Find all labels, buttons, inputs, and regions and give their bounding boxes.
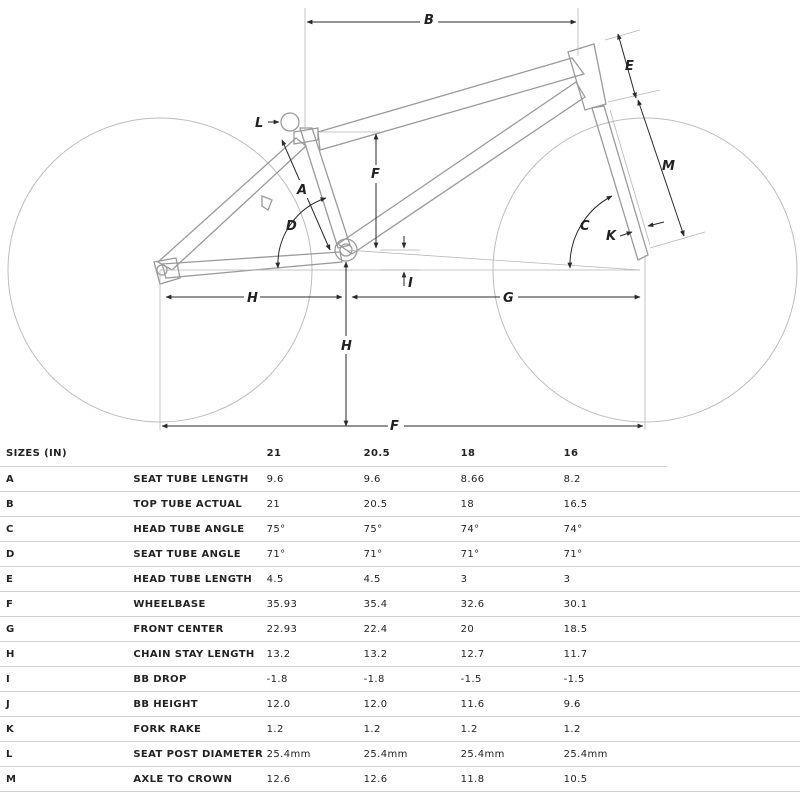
row-value: 20.5	[364, 492, 461, 517]
table-row	[0, 692, 800, 717]
row-value: 8.2	[564, 467, 667, 492]
row-value: 71°	[364, 542, 461, 567]
table-row	[0, 592, 800, 617]
row-value: -1.8	[364, 667, 461, 692]
table-row	[0, 567, 800, 592]
row-value: 71°	[564, 542, 667, 567]
row-name: FORK RAKE	[133, 717, 266, 742]
row-value: 3	[564, 567, 667, 592]
row-code: M	[0, 767, 133, 792]
row-value: -1.5	[461, 667, 564, 692]
row-value: 20	[461, 617, 564, 642]
label-f-wheelbase: F	[390, 419, 399, 434]
label-d: D	[286, 219, 297, 234]
row-name: SEAT TUBE LENGTH	[133, 467, 266, 492]
row-name: SEAT POST DIAMETER	[133, 742, 266, 767]
size-header: 21	[267, 441, 364, 467]
label-h-vertical: H	[341, 339, 352, 354]
row-value: 10.5	[564, 767, 667, 792]
size-header: 18	[461, 441, 564, 467]
row-value: 3	[461, 567, 564, 592]
reference-lines	[160, 8, 705, 430]
row-value: 1.2	[267, 717, 364, 742]
table-row	[0, 642, 800, 667]
table-spacer	[667, 567, 800, 592]
row-code: C	[0, 517, 133, 542]
row-name: CHAIN STAY LENGTH	[133, 642, 266, 667]
row-name: HEAD TUBE ANGLE	[133, 517, 266, 542]
table-row	[0, 542, 800, 567]
row-code: A	[0, 467, 133, 492]
table-spacer	[667, 717, 800, 742]
row-value: -1.5	[564, 667, 667, 692]
table-row	[0, 492, 800, 517]
row-value: 18.5	[564, 617, 667, 642]
label-g: G	[503, 291, 514, 306]
row-value: 11.6	[461, 692, 564, 717]
row-value: 74°	[461, 517, 564, 542]
row-value: 12.0	[267, 692, 364, 717]
table-row	[0, 467, 800, 492]
label-f-vertical: F	[371, 167, 380, 182]
bike-frame	[154, 44, 648, 284]
row-name: FRONT CENTER	[133, 617, 266, 642]
row-value: 74°	[564, 517, 667, 542]
table-row	[0, 667, 800, 692]
label-i: I	[408, 276, 413, 291]
row-code: E	[0, 567, 133, 592]
label-l: L	[255, 116, 264, 131]
row-value: 25.4mm	[267, 742, 364, 767]
row-value: 4.5	[364, 567, 461, 592]
row-value: 12.6	[364, 767, 461, 792]
row-value: -1.8	[267, 667, 364, 692]
row-value: 13.2	[267, 642, 364, 667]
table-spacer	[667, 517, 800, 542]
label-h-horizontal: H	[247, 291, 258, 306]
row-value: 30.1	[564, 592, 667, 617]
label-a: A	[297, 183, 308, 198]
row-value: 9.6	[364, 467, 461, 492]
table-spacer	[667, 642, 800, 667]
label-c: C	[580, 219, 590, 234]
row-name: SEAT TUBE ANGLE	[133, 542, 266, 567]
row-value: 25.4mm	[364, 742, 461, 767]
table-row	[0, 617, 800, 642]
row-value: 12.7	[461, 642, 564, 667]
row-value: 35.93	[267, 592, 364, 617]
table-spacer	[667, 592, 800, 617]
label-b: B	[424, 13, 434, 28]
row-name: BB DROP	[133, 667, 266, 692]
dimension-lines	[162, 22, 684, 426]
table-spacer	[667, 617, 800, 642]
row-value: 18	[461, 492, 564, 517]
row-value: 71°	[267, 542, 364, 567]
table-spacer	[667, 767, 800, 792]
row-value: 35.4	[364, 592, 461, 617]
row-code: I	[0, 667, 133, 692]
table-spacer	[667, 441, 800, 467]
row-code: H	[0, 642, 133, 667]
row-value: 75°	[267, 517, 364, 542]
row-code: D	[0, 542, 133, 567]
row-value: 32.6	[461, 592, 564, 617]
label-e: E	[625, 59, 634, 74]
row-code: G	[0, 617, 133, 642]
geometry-table	[0, 441, 800, 792]
size-header: 20.5	[364, 441, 461, 467]
row-value: 71°	[461, 542, 564, 567]
row-name: BB HEIGHT	[133, 692, 266, 717]
row-value: 11.8	[461, 767, 564, 792]
row-value: 9.6	[564, 692, 667, 717]
row-value: 4.5	[267, 567, 364, 592]
table-spacer	[667, 692, 800, 717]
row-value: 11.7	[564, 642, 667, 667]
row-value: 8.66	[461, 467, 564, 492]
table-spacer	[667, 467, 800, 492]
label-m: M	[662, 159, 675, 174]
row-code: B	[0, 492, 133, 517]
table-spacer	[667, 742, 800, 767]
row-value: 16.5	[564, 492, 667, 517]
table-row	[0, 767, 800, 792]
label-k: K	[606, 229, 617, 244]
row-value: 9.6	[267, 467, 364, 492]
row-value: 1.2	[461, 717, 564, 742]
row-value: 1.2	[564, 717, 667, 742]
row-name: TOP TUBE ACTUAL	[133, 492, 266, 517]
row-value: 22.93	[267, 617, 364, 642]
row-code: K	[0, 717, 133, 742]
row-code: F	[0, 592, 133, 617]
table-spacer	[667, 542, 800, 567]
dimension-labels	[244, 10, 675, 434]
row-code: J	[0, 692, 133, 717]
row-code: L	[0, 742, 133, 767]
table-row	[0, 517, 800, 542]
table-row	[0, 742, 800, 767]
row-value: 75°	[364, 517, 461, 542]
row-value: 13.2	[364, 642, 461, 667]
row-name: WHEELBASE	[133, 592, 266, 617]
row-value: 22.4	[364, 617, 461, 642]
row-value: 25.4mm	[461, 742, 564, 767]
table-spacer	[667, 492, 800, 517]
table-spacer	[667, 667, 800, 692]
row-value: 21	[267, 492, 364, 517]
row-name: HEAD TUBE LENGTH	[133, 567, 266, 592]
row-value: 1.2	[364, 717, 461, 742]
size-header: 16	[564, 441, 667, 467]
row-name: AXLE TO CROWN	[133, 767, 266, 792]
row-value: 12.0	[364, 692, 461, 717]
table-row	[0, 717, 800, 742]
table-header-row	[0, 441, 800, 467]
sizes-header: SIZES (IN)	[0, 441, 267, 467]
row-value: 12.6	[267, 767, 364, 792]
row-value: 25.4mm	[564, 742, 667, 767]
